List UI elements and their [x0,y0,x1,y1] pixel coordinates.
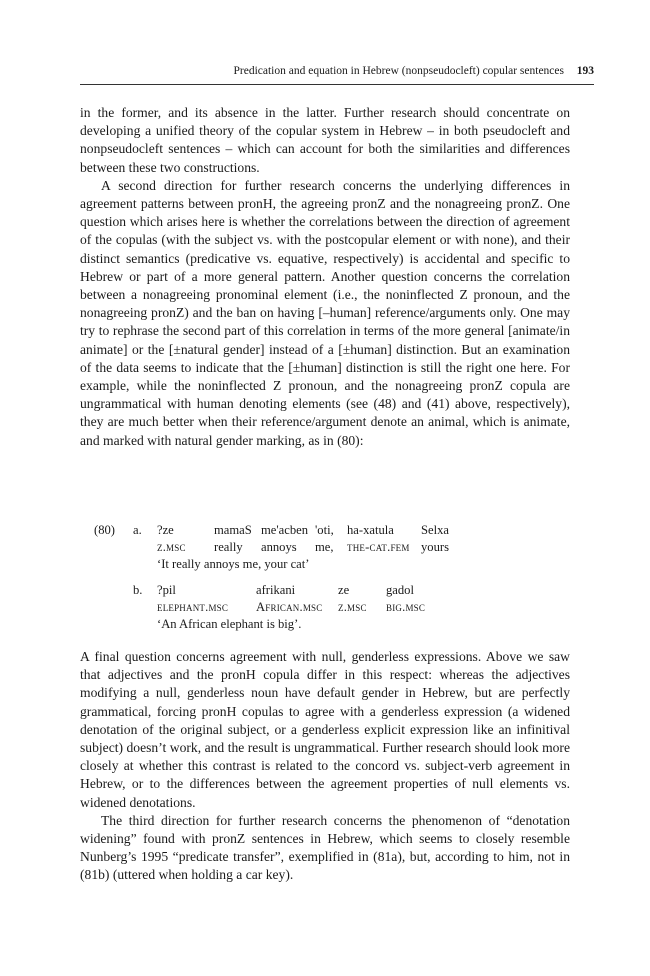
word: me'acben [261,523,309,537]
word: gadol [386,583,414,597]
word: ha-xatula [347,523,394,537]
word: 'oti, [315,523,334,537]
page-number: 193 [576,65,594,77]
translation: ‘An African elephant is big’. [157,617,302,631]
gloss: annoys [261,540,297,554]
example-sublabel-a: a. [133,523,142,537]
body-text-top [80,104,570,450]
gloss: really [214,540,243,554]
translation: ‘It really annoys me, your cat’ [157,557,310,571]
paragraph: A second direction for further research concerns the underlying differences in agreement patterns between pronH, the agreeing pronZ and the nonagreeing pronZ. One question which arises here is whether the correlations between the direction of agreement of the copulas (with the subject vs. with the postcopular element or with none), and their distinct semantics (predicative vs. equative, respectively) is accidental and specific to Hebrew or part of a more general pattern. Another question concerns the correlation between a nonagreeing pronominal element (i.e., the noninflected Z pronoun, and the nonagreeing pronZ) and the ban on having [–human] reference/arguments only. One may try to rephrase the second part of this correlation in terms of the more general [animate/in animate] or the [±natural gender] instead of a [±human] distinction. But an examination of the data seems to indicate that the [±human] distinction is still the right one here. For example, while the noninflected Z pronoun, and the nonagreeing pronZ copula are ungrammatical with human denoting elements (see (48) and (41) above, respectively), they are much better when their reference/argument denote an animal, which is animate, and marked with natural gender marking, as in (80): [80,177,570,448]
word: afrikani [256,583,296,597]
running-header [80,62,594,85]
word: Selxa [421,523,449,537]
word: mamaS [214,523,252,537]
paragraph: A final question concerns agreement with null, genderless expressions. Above we saw that adjectives and the pronH copula differ in this respect: whereas the adjectives modifying a null, genderless noun have default gender in Hebrew, but are perfectly grammatical, forcing pronH copulas to agree with a genderless expression (a widened denotation of the original subject, or a genderless explicit expression like an infinitival subject) doesn’t work, and the result is ungrammatical. Further research should look more closely at whether this contrast is related to the concord vs. subject-verb agreement in Hebrew, or to the differences between the agreement properties of null elements vs. widened denotations. [80,649,570,810]
gloss: big.msc [386,600,426,614]
gloss: yours [421,540,449,554]
body-text-bottom [80,648,570,885]
example-sublabel-b: b. [133,583,143,597]
word: ?ze [157,523,174,537]
example-number: (80) [94,523,115,537]
gloss: elephant.msc [157,600,229,614]
word: ze [338,583,350,597]
paragraph: The third direction for further research concerns the phenomenon of “denotation widening” found with pronZ sentences in Hebrew, which seems to closely resemble Nunberg’s 1995 “predicate transfer”, exemplified in (81a), but, according to him, not in (81b) (uttered when holding a car key). [80,812,570,883]
gloss: z.msc [157,540,186,554]
gloss: African.msc [256,600,323,614]
word: ?pil [157,583,176,597]
running-title: Predication and equation in Hebrew (nonpseudocleft) copular sentences [233,65,564,77]
gloss: me, [315,540,334,554]
paragraph: in the former, and its absence in the latter. Further research should concentrate on developing a unified theory of the copular system in Hebrew – in both pseudocleft and nonpseudocleft sentences – which can account for both the similarities and differences between these two constructions. [80,105,570,175]
gloss: z.msc [338,600,367,614]
gloss: the-cat.fem [347,540,410,554]
